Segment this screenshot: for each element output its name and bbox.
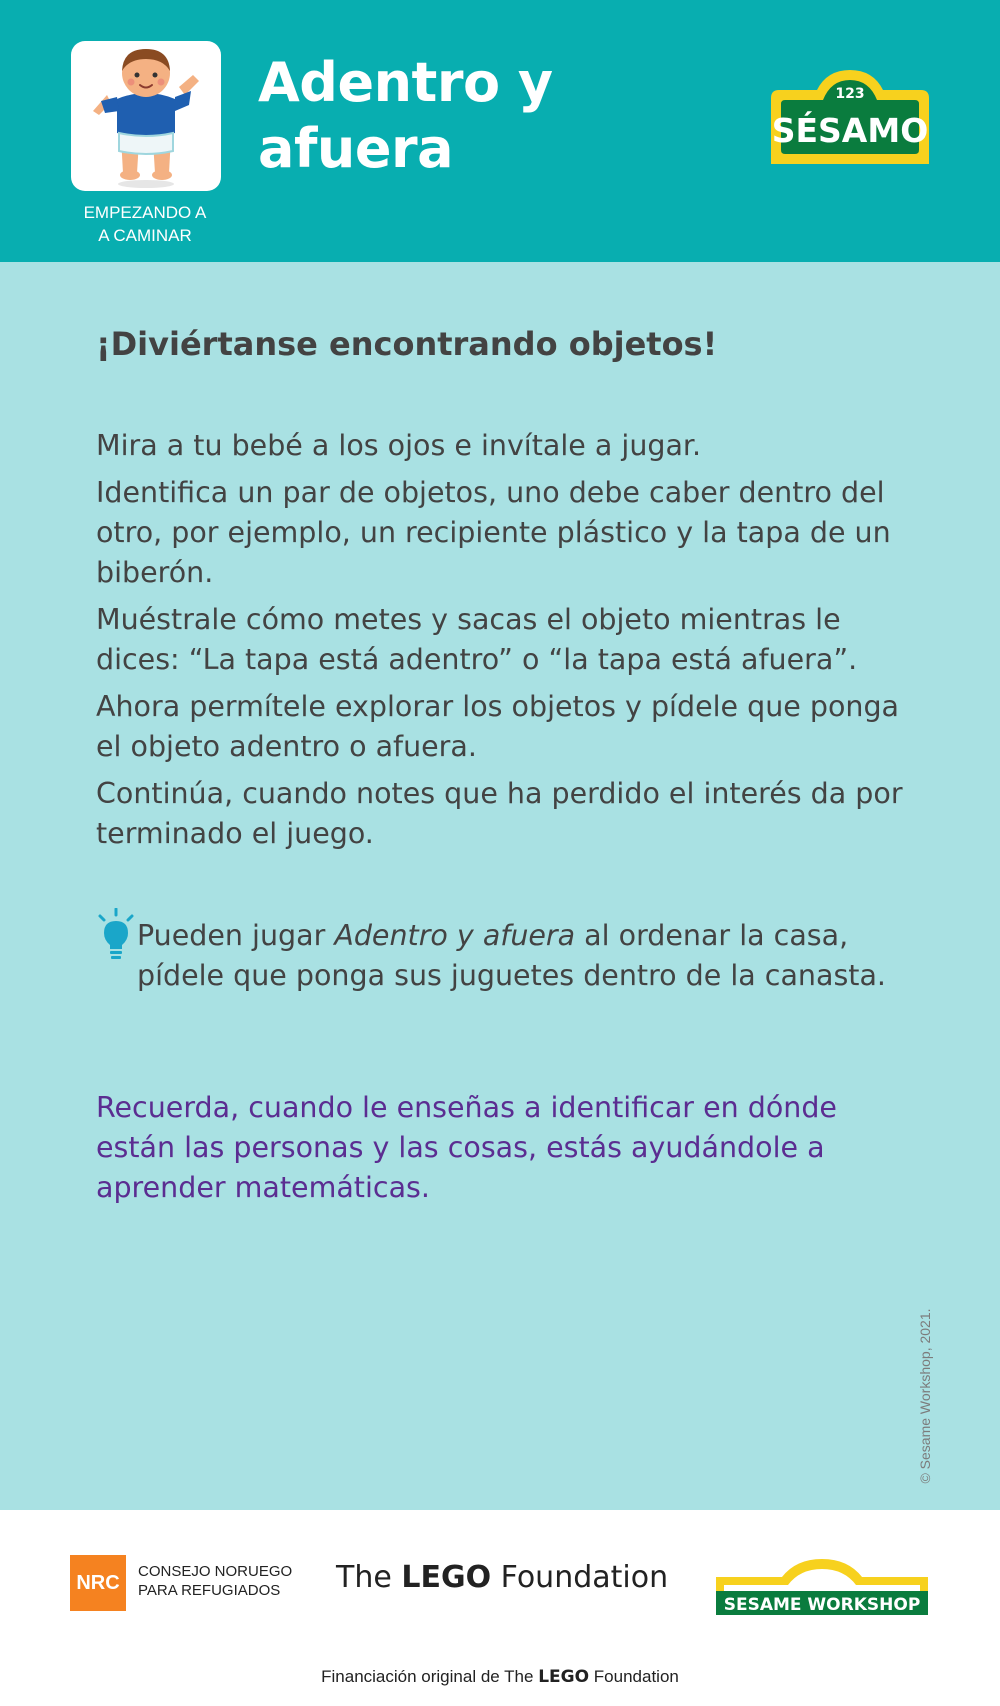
age-label-line: A CAMINAR xyxy=(98,226,192,245)
tip-text xyxy=(137,916,907,996)
tip-text-end: al ordenar la casa, pídele que ponga sus juguetes dentro de la canasta. xyxy=(137,919,886,992)
header xyxy=(0,0,1000,262)
copyright-notice: © Sesame Workshop, 2021. xyxy=(917,1308,933,1484)
learning-note: Recuerda, cuando le enseñas a identificar en dónde están las personas y las cosas, estás ayudándole a aprender matemáticas. xyxy=(96,1091,837,1204)
sesamo-logo xyxy=(765,64,935,172)
tip-game-name: Adentro y afuera xyxy=(334,919,576,952)
lightbulb-icon xyxy=(95,908,137,960)
nrc-logo: NRC xyxy=(70,1555,126,1611)
sesame-workshop-logo xyxy=(712,1557,932,1617)
content-panel xyxy=(0,262,1000,1510)
instructions xyxy=(96,426,926,861)
funding-credit xyxy=(0,1665,1000,1689)
title-line: Adentro y xyxy=(258,51,553,114)
sesame-workshop-name: SESAME WORKSHOP xyxy=(723,1595,921,1615)
instruction-paragraph: Muéstrale cómo metes y sacas el objeto mientras le dices: “La tapa está adentro” o “la tapa está afuera”. xyxy=(96,603,858,676)
age-label-line: EMPEZANDO A xyxy=(83,203,207,222)
tip-text-start: Pueden jugar xyxy=(137,919,335,952)
instruction-paragraph: Continúa, cuando notes que ha perdido el interés da por terminado el juego. xyxy=(96,777,903,850)
age-stage-label xyxy=(45,201,245,247)
instruction-paragraph: Mira a tu bebé a los ojos e invítale a jugar. xyxy=(96,429,702,462)
footer xyxy=(0,1510,1000,1706)
sesamo-name: SÉSAMO xyxy=(771,111,929,150)
sesamo-number: 123 xyxy=(835,86,865,102)
credit-lego: LEGO xyxy=(538,1667,590,1687)
nrc-name xyxy=(138,1562,292,1600)
toddler-illustration xyxy=(71,41,221,191)
credit-prefix: Financiación original de xyxy=(321,1667,500,1686)
lego-brand: LEGO xyxy=(401,1560,492,1595)
lego-foundation-logo xyxy=(336,1558,668,1598)
page-title xyxy=(258,50,553,182)
instruction-paragraph: Ahora permítele explorar los objetos y pídele que ponga el objeto adentro o afuera. xyxy=(96,690,900,763)
nrc-name-line: PARA REFUGIADOS xyxy=(138,1582,281,1599)
instruction-paragraph: Identifica un par de objetos, uno debe caber dentro del otro, por ejemplo, un recipiente plástico y la tapa de un biberón. xyxy=(96,476,891,589)
lego-the: The xyxy=(336,1560,392,1595)
title-line: afuera xyxy=(258,117,454,180)
nrc-name-line: CONSEJO NORUEGO xyxy=(138,1563,293,1580)
lego-foundation-word: Foundation xyxy=(500,1560,669,1595)
section-heading: ¡Diviértanse encontrando objetos! xyxy=(96,325,718,363)
credit-foundation: Foundation xyxy=(593,1667,679,1686)
credit-the: The xyxy=(504,1667,534,1686)
